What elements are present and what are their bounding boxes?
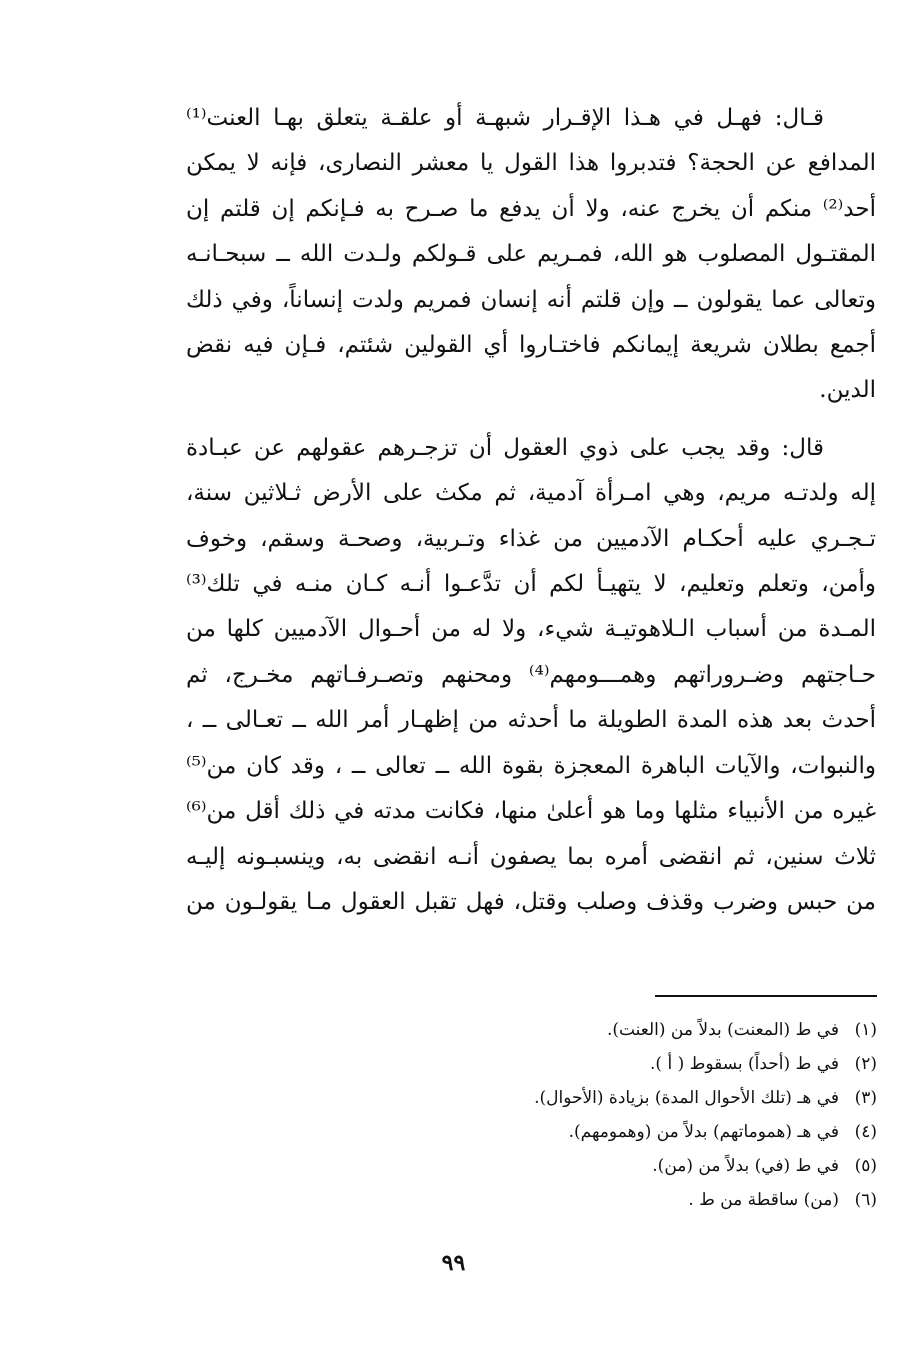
text-line: المـدة من أسباب الـلاهوتيـة شيء، ولا له من أحـوال الآدميين كلها من [186,616,876,643]
footnote [300,1081,877,1115]
text-line: قـال: فهـل في هـذا الإقـرار شبهـة أو علقـة يتعلق بهـا العنت⁽¹⁾ [186,105,824,131]
text-line: قال: وقد يجب على ذوي العقول أن تزجـرهم عقولهم عن عبـادة [186,434,824,461]
footnote-number: (٥) [854,1156,877,1176]
text-line: المقتـول المصلوب هو الله، فمـريم على قـولكم ولـدت الله ــ سبحـانـه [186,241,876,268]
footnote [300,1047,877,1081]
text-line: وتعالى عما يقولون ــ وإن قلتم أنه إنسان فمريم ولدت إنساناً، وفي ذلك [186,286,876,313]
footnote-number: (١) [854,1020,877,1040]
footnote-number: (٢) [854,1054,877,1074]
footnote-number: (٣) [854,1088,877,1108]
footnote [300,1183,877,1217]
text-line: أحدث بعد هذه المدة الطويلة ما أحدثه من إظهـار أمر الله ــ تعـالى ــ ، [186,707,876,734]
page-number: ٩٩ [441,1250,466,1276]
footnote-number: (٤) [854,1122,877,1142]
footnote [300,1149,877,1183]
text-line: المدافع عن الحجة؟ فتدبروا هذا القول يا معشر النصارى، فإنه لا يمكن [186,150,876,177]
text-line: إله ولدتـه مريم، وهي امـرأة آدمية، ثم مكث على الأرض ثـلاثين سنة، [186,480,876,507]
footnotes [300,1013,877,1217]
text-line: من حبس وضرب وقذف وصلب وقتل، فهل تقبل العقول مـا يقولـون من [186,888,876,915]
text-line: والنبوات، والآيات الباهرة المعجزة بقوة الله ــ تعالى ــ ، وقد كان من⁽⁵⁾ [186,752,876,779]
footnote [300,1115,877,1149]
text-line: غيره من الأنبياء مثلها وما هو أعلىٰ منها، فكانت مدته في ذلك أقل من⁽⁶⁾ [186,798,876,825]
footnote-divider [655,995,877,997]
text-line: تـجـري عليه أحكـام الآدميين من غذاء وتـربية، وصحـة وسقم، وخوف [186,525,876,552]
footnote-text: في ط (المعنت) بدلاً من (العنت). [606,1020,839,1040]
text-line: حـاجتهم وضـروراتهم وهمـــومهم⁽⁴⁾ ومحنهم وتصـرفـاتهم مخـرج، ثم [186,661,876,688]
footnote-number: (٦) [854,1190,877,1210]
text-line: الدين. [819,377,876,404]
footnote-text: (من) ساقطة من ط . [688,1190,839,1210]
footnote-text: في هـ (هموماتهم) بدلاً من (وهمومهم). [568,1122,839,1142]
text-line: أجمع بطلان شريعة إيمانكم فاختـاروا أي القولين شئتم، فـإن فيه نقض [186,332,876,359]
paragraph-2 [186,426,876,925]
main-text [186,96,876,925]
text-line: وأمن، وتعلم وتعليم، لا يتهيـأ لكم أن تدَّعـوا أنـه كـان منـه في تلك⁽³⁾ [186,571,876,598]
paragraph-1 [186,96,876,414]
footnote [300,1013,877,1047]
footnote-text: في هـ (تلك الأحوال المدة) بزيادة (الأحوال). [534,1088,839,1108]
text-line: أحد⁽²⁾ منكم أن يخرج عنه، ولا أن يدفع ما صـرح به فـإنكم إن قلتم إن [186,195,876,222]
footnote-text: في ط (في) بدلاً من (من). [652,1156,839,1176]
text-line: ثلاث سنين، ثم انقضى أمره بما يصفون أنـه انقضى به، وينسبـونه إليـه [186,843,876,870]
footnote-text: في ط (أحداً) بسقوط ( أ ). [650,1054,839,1074]
